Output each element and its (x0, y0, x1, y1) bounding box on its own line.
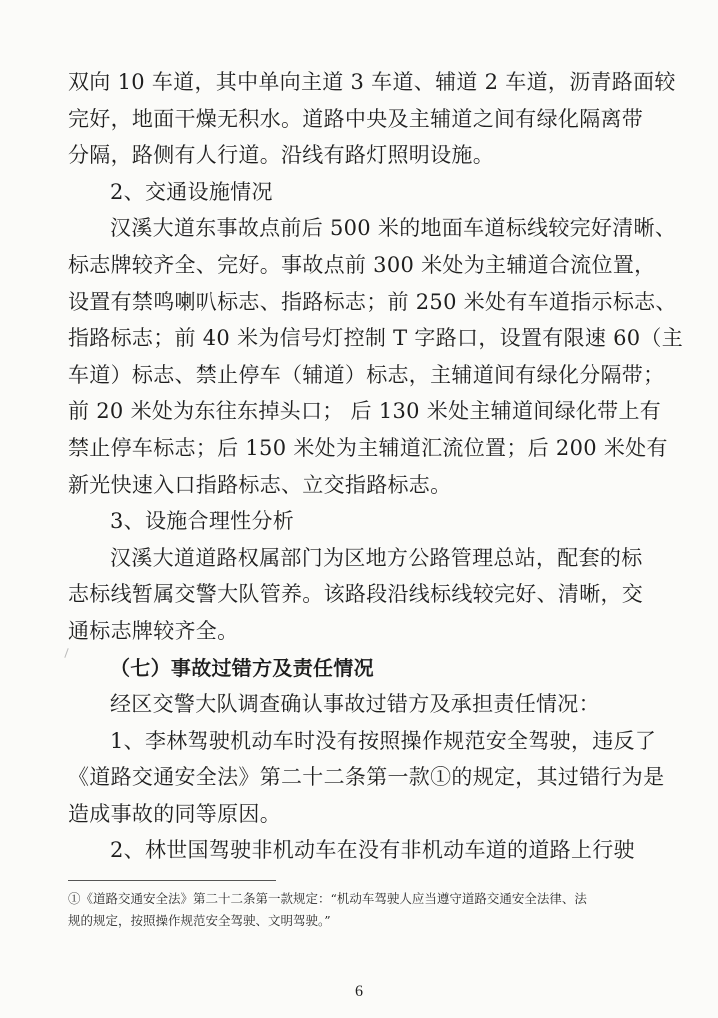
paragraph-line: 标志牌较齐全、完好。事故点前 300 米处为主辅道合流位置， (68, 252, 656, 277)
paragraph-line: 车道）标志、禁止停车（辅道）标志，主辅道间有绿化分隔带； (68, 362, 665, 387)
section-heading-traffic-facilities: 2、交通设施情况 (110, 179, 273, 204)
paragraph-line: 分隔，路侧有人行道。沿线有路灯照明设施。 (68, 143, 494, 168)
section-heading-facility-analysis: 3、设施合理性分析 (110, 509, 295, 534)
paragraph-line: 双向 10 车道，其中单向主道 3 车道、辅道 2 车道，沥青路面较 (68, 70, 676, 94)
paragraph-line: 志标线暂属交警大队管养。该路段沿线标线较完好、清晰，交 (68, 582, 644, 607)
paragraph-line: 造成事故的同等原因。 (68, 801, 281, 826)
paragraph-line: 汉溪大道东事故点前后 500 米的地面车道标线较完好清晰、 (110, 216, 677, 241)
body-text (68, 64, 684, 869)
footnote-line: ①《道路交通安全法》第二十二条第一款规定：“机动车驾驶人应当遵守道路交通安全法律、法 (68, 891, 587, 906)
footnote-line: 规的规定，按照操作规范安全驾驶、文明驾驶。” (68, 913, 331, 928)
page-number: 6 (355, 983, 363, 1000)
paragraph-line: 指路标志；前 40 米为信号灯控制 T 字路口，设置有限速 60（主 (68, 326, 684, 351)
paragraph-line: 汉溪大道道路权属部门为区地方公路管理总站，配套的标 (110, 545, 643, 570)
section-heading-fault-responsibility: （七）事故过错方及责任情况 (110, 655, 374, 680)
paragraph-line: 新光快速入口指路标志、立交指路标志。 (68, 472, 452, 497)
paragraph-line: 通标志牌较齐全。 (68, 618, 239, 643)
paragraph-line: 经区交警大队调查确认事故过错方及承担责任情况： (110, 692, 600, 717)
paragraph-line: 完好，地面干燥无积水。道路中央及主辅道之间有绿化隔离带 (68, 106, 644, 131)
paragraph-line: 前 20 米处为东往东掉头口； 后 130 米处主辅道间绿化带上有 (68, 399, 662, 424)
paragraph-line: 《道路交通安全法》第二十二条第一款①的规定，其过错行为是 (68, 765, 665, 790)
footnote-divider (68, 880, 276, 881)
paragraph-line: 设置有禁鸣喇叭标志、指路标志；前 250 米处有车道指示标志、 (68, 289, 677, 314)
paragraph-line: 禁止停车标志；后 150 米处为主辅道汇流位置；后 200 米处有 (68, 435, 668, 460)
footnote (68, 888, 674, 932)
paragraph-line: 2、林世国驾驶非机动车在没有非机动车道的道路上行驶 (110, 838, 635, 863)
paragraph-line: 1、李林驾驶机动车时没有按照操作规范安全驾驶，违反了 (110, 728, 657, 753)
